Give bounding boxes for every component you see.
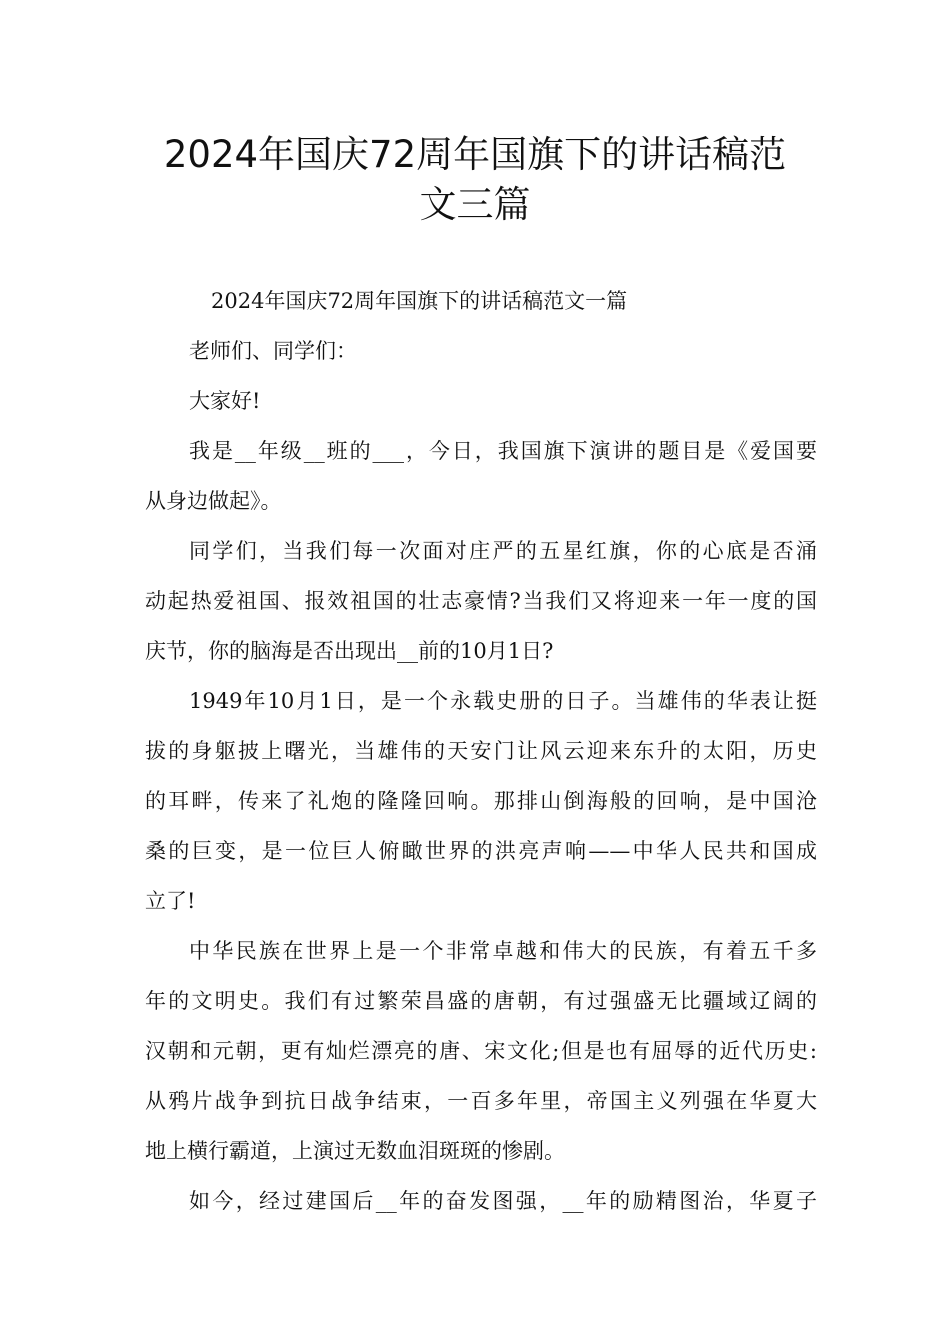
paragraph-line: 立了! [145,889,196,913]
paragraph-line: 中华民族在世界上是一个非常卓越和伟大的民族，有着五千多 [189,939,817,963]
paragraph-line: 桑的巨变，是一位巨人俯瞰世界的洪亮声响——中华人民共和国成 [145,839,817,863]
paragraph-line: 的耳畔，传来了礼炮的隆隆回响。那排山倒海般的回响，是中国沧 [145,789,817,813]
paragraph-line: 动起热爱祖国、报效祖国的壮志豪情?当我们又将迎来一年一度的国 [145,589,817,613]
paragraph-line: 从鸦片战争到抗日战争结束，一百多年里，帝国主义列强在华夏大 [145,1089,817,1113]
paragraph-line: 庆节，你的脑海是否出现出__前的10月1日? [145,639,554,663]
paragraph-line: 同学们，当我们每一次面对庄严的五星红旗，你的心底是否涌 [189,539,817,563]
paragraph-line: 拔的身躯披上曙光，当雄伟的天安门让风云迎来东升的太阳，历史 [145,739,817,763]
paragraph-line: 汉朝和元朝，更有灿烂漂亮的唐、宋文化;但是也有屈辱的近代历史: [145,1039,817,1063]
paragraph-line: 我是__年级__班的___，今日，我国旗下演讲的题目是《爱国要 [189,439,817,463]
paragraph-line: 大家好! [189,389,261,413]
paragraph-line: 1949年10月1日，是一个永载史册的日子。当雄伟的华表让挺 [189,689,817,713]
paragraph-line: 从身边做起》。 [145,489,282,513]
section-subtitle: 2024年国庆72周年国旗下的讲话稿范文一篇 [211,289,628,313]
document-body [145,0,817,1344]
document-title-line-2: 文三篇 [419,183,531,226]
paragraph-line: 老师们、同学们： [189,339,357,363]
paragraph-line: 地上横行霸道，上演过无数血泪斑斑的惨剧。 [145,1139,565,1163]
paragraph-line: 如今，经过建国后__年的奋发图强，__年的励精图治，华夏子 [189,1189,817,1213]
paragraph-line: 年的文明史。我们有过繁荣昌盛的唐朝，有过强盛无比疆域辽阔的 [145,989,817,1013]
document-title-line-1: 2024年国庆72周年国旗下的讲话稿范 [163,133,787,176]
